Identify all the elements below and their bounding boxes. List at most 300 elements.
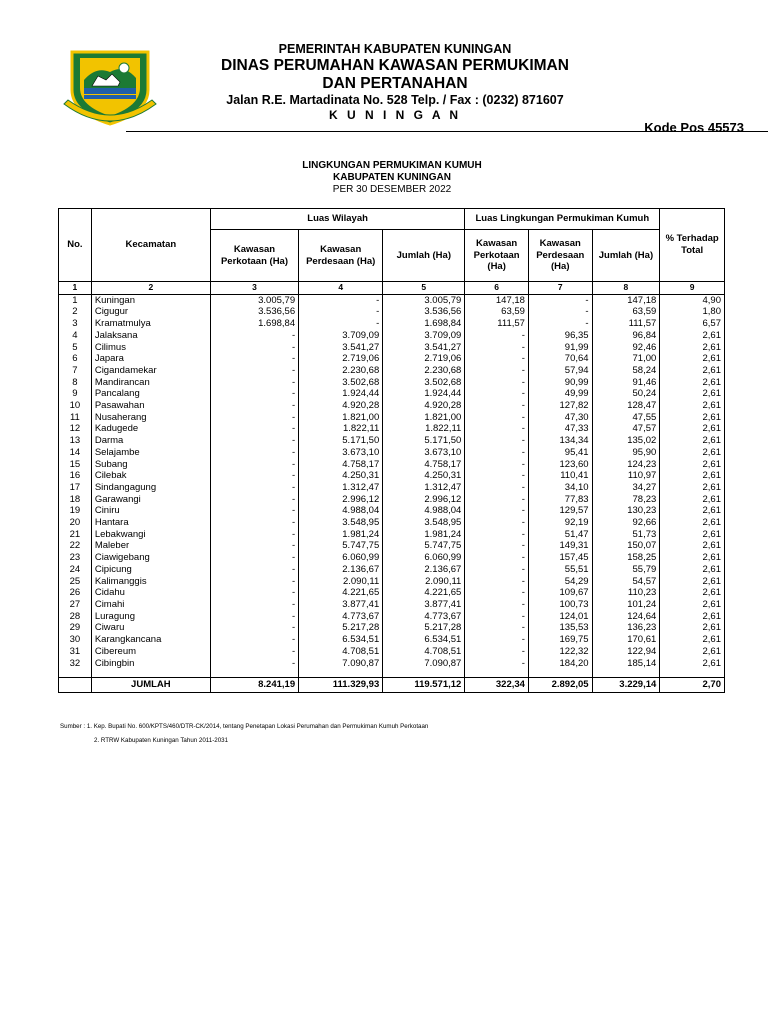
office-city: K U N I N G A N [328,108,462,122]
row-kumuh-perkotaan: - [465,529,529,541]
table-row [59,658,725,670]
row-persen: 2,61 [660,342,725,354]
row-kumuh-perkotaan: - [465,353,529,365]
row-kumuh-jumlah: 128,47 [592,400,660,412]
row-kumuh-perdesaan: 54,29 [528,576,592,588]
row-kecamatan: Ciawigebang [91,552,210,564]
row-kumuh-perdesaan: 90,99 [528,377,592,389]
header-kumuh-perdesaan: Kawasan Perdesaan (Ha) [528,230,592,282]
row-kecamatan: Mandirancan [91,377,210,389]
row-kumuh-perkotaan: 111,57 [465,318,529,330]
spacer-cell [592,669,660,678]
column-number: 7 [528,282,592,295]
header-luas-wilayah: Luas Wilayah [210,209,464,230]
row-kumuh-perdesaan: 122,32 [528,646,592,658]
row-kecamatan: Pancalang [91,388,210,400]
row-no: 1 [59,294,92,306]
row-kumuh-perkotaan: - [465,470,529,482]
row-kecamatan: Kalimanggis [91,576,210,588]
row-kawasan-perkotaan: - [210,388,298,400]
row-kecamatan: Kramatmulya [91,318,210,330]
row-no: 11 [59,412,92,424]
row-kumuh-perdesaan: 100,73 [528,599,592,611]
kumuh-data-table [58,208,725,693]
row-kecamatan: Lebakwangi [91,529,210,541]
row-kumuh-perdesaan: 77,83 [528,494,592,506]
row-no: 19 [59,505,92,517]
row-kawasan-perkotaan: - [210,564,298,576]
row-no: 9 [59,388,92,400]
row-kumuh-perdesaan: 184,20 [528,658,592,670]
table-row [59,564,725,576]
row-no: 22 [59,540,92,552]
total-no-cell [59,678,92,693]
row-persen: 2,61 [660,622,725,634]
row-kumuh-perkotaan: - [465,494,529,506]
row-kumuh-jumlah: 92,46 [592,342,660,354]
row-kawasan-perkotaan: 1.698,84 [210,318,298,330]
column-number: 6 [465,282,529,295]
table-row [59,330,725,342]
row-kumuh-perdesaan: 57,94 [528,365,592,377]
row-kawasan-perkotaan: - [210,658,298,670]
row-kumuh-perkotaan: - [465,646,529,658]
row-persen: 2,61 [660,552,725,564]
row-kumuh-perkotaan: - [465,482,529,494]
table-row [59,423,725,435]
table-row [59,459,725,471]
row-kawasan-perkotaan: - [210,529,298,541]
row-persen: 2,61 [660,529,725,541]
row-kumuh-perdesaan: 47,33 [528,423,592,435]
row-kumuh-jumlah: 47,55 [592,412,660,424]
row-no: 10 [59,400,92,412]
row-kumuh-perkotaan: - [465,412,529,424]
row-kawasan-perdesaan: 1.312,47 [299,482,383,494]
row-persen: 1,80 [660,306,725,318]
row-jumlah: 1.924,44 [383,388,465,400]
row-kawasan-perkotaan: - [210,459,298,471]
table-row [59,365,725,377]
row-kawasan-perdesaan: 2.719,06 [299,353,383,365]
row-kumuh-jumlah: 110,23 [592,587,660,599]
row-kawasan-perkotaan: - [210,470,298,482]
row-jumlah: 4.708,51 [383,646,465,658]
row-persen: 2,61 [660,587,725,599]
row-kawasan-perkotaan: - [210,576,298,588]
row-no: 15 [59,459,92,471]
total-kumuh-perdesaan: 2.892,05 [528,678,592,693]
row-kawasan-perdesaan: 2.230,68 [299,365,383,377]
row-no: 28 [59,611,92,623]
row-persen: 2,61 [660,400,725,412]
row-kumuh-perdesaan: 47,30 [528,412,592,424]
row-no: 7 [59,365,92,377]
row-kumuh-perdesaan: 157,45 [528,552,592,564]
row-kawasan-perdesaan: 4.221,65 [299,587,383,599]
row-persen: 2,61 [660,470,725,482]
table-row [59,435,725,447]
row-kumuh-perkotaan: - [465,505,529,517]
spacer-cell [91,669,210,678]
row-kawasan-perdesaan: 2.090,11 [299,576,383,588]
row-kumuh-perkotaan: - [465,587,529,599]
row-jumlah: 6.060,99 [383,552,465,564]
row-jumlah: 2.136,67 [383,564,465,576]
table-row [59,622,725,634]
total-jumlah: 119.571,12 [383,678,465,693]
row-jumlah: 1.981,24 [383,529,465,541]
row-kawasan-perdesaan: 3.709,09 [299,330,383,342]
row-persen: 2,61 [660,447,725,459]
row-kawasan-perdesaan: 3.502,68 [299,377,383,389]
row-jumlah: 3.709,09 [383,330,465,342]
row-jumlah: 1.312,47 [383,482,465,494]
row-kawasan-perdesaan: 7.090,87 [299,658,383,670]
table-row [59,505,725,517]
row-jumlah: 4.250,31 [383,470,465,482]
row-kecamatan: Cipicung [91,564,210,576]
row-no: 27 [59,599,92,611]
row-kawasan-perdesaan: 4.988,04 [299,505,383,517]
row-kumuh-jumlah: 78,23 [592,494,660,506]
table-row [59,540,725,552]
row-persen: 2,61 [660,330,725,342]
office-address: Jalan R.E. Martadinata No. 528 Telp. / Fax : (0232) 871607 [226,93,564,107]
row-kawasan-perkotaan: - [210,494,298,506]
row-kumuh-perdesaan: 34,10 [528,482,592,494]
row-kawasan-perkotaan: - [210,377,298,389]
header-kumuh-jumlah: Jumlah (Ha) [592,230,660,282]
row-no: 17 [59,482,92,494]
row-persen: 2,61 [660,517,725,529]
row-persen: 2,61 [660,599,725,611]
row-kumuh-jumlah: 124,64 [592,611,660,623]
row-jumlah: 7.090,87 [383,658,465,670]
header-no: No. [59,209,92,282]
row-kecamatan: Selajambe [91,447,210,459]
row-kawasan-perkotaan: - [210,599,298,611]
row-kumuh-perdesaan: - [528,306,592,318]
spacer-cell [59,669,92,678]
row-kecamatan: Cigugur [91,306,210,318]
total-kawasan-perdesaan: 111.329,93 [299,678,383,693]
table-row [59,470,725,482]
row-kumuh-jumlah: 51,73 [592,529,660,541]
table-row [59,599,725,611]
row-kecamatan: Sindangagung [91,482,210,494]
document-subtitle: KABUPATEN KUNINGAN [333,172,451,183]
row-kumuh-perkotaan: 63,59 [465,306,529,318]
row-kawasan-perkotaan: - [210,552,298,564]
row-kumuh-perdesaan: 96,35 [528,330,592,342]
row-kumuh-jumlah: 47,57 [592,423,660,435]
header-kumuh-perkotaan: Kawasan Perkotaan (Ha) [465,230,529,282]
table-row [59,294,725,306]
table-row [59,634,725,646]
row-no: 8 [59,377,92,389]
table-row [59,318,725,330]
row-kumuh-perdesaan: 124,01 [528,611,592,623]
row-no: 21 [59,529,92,541]
spacer-cell [528,669,592,678]
row-kecamatan: Subang [91,459,210,471]
row-kumuh-perdesaan: 91,99 [528,342,592,354]
table-row [59,388,725,400]
row-kumuh-perkotaan: 147,18 [465,294,529,306]
row-kecamatan: Darma [91,435,210,447]
row-kumuh-jumlah: 130,23 [592,505,660,517]
row-kumuh-perkotaan: - [465,330,529,342]
table-row [59,517,725,529]
row-no: 12 [59,423,92,435]
header-persen: % Terhadap Total [660,209,725,282]
row-kawasan-perdesaan: 4.758,17 [299,459,383,471]
row-kecamatan: Luragung [91,611,210,623]
row-kecamatan: Cilebak [91,470,210,482]
row-jumlah: 4.988,04 [383,505,465,517]
row-no: 24 [59,564,92,576]
row-kawasan-perdesaan: 5.747,75 [299,540,383,552]
row-kumuh-perdesaan: 109,67 [528,587,592,599]
row-kawasan-perdesaan: 4.773,67 [299,611,383,623]
row-persen: 4,90 [660,294,725,306]
row-kumuh-perkotaan: - [465,540,529,552]
row-kumuh-jumlah: 91,46 [592,377,660,389]
row-kumuh-jumlah: 63,59 [592,306,660,318]
row-kumuh-jumlah: 150,07 [592,540,660,552]
row-kecamatan: Kuningan [91,294,210,306]
row-kumuh-jumlah: 111,57 [592,318,660,330]
row-no: 30 [59,634,92,646]
total-persen: 2,70 [660,678,725,693]
row-kumuh-perdesaan: 95,41 [528,447,592,459]
row-kumuh-perkotaan: - [465,611,529,623]
total-kawasan-perkotaan: 8.241,19 [210,678,298,693]
row-kawasan-perkotaan: 3.536,56 [210,306,298,318]
row-kecamatan: Cilimus [91,342,210,354]
row-kecamatan: Cimahi [91,599,210,611]
row-kecamatan: Ciniru [91,505,210,517]
row-kawasan-perdesaan: 4.708,51 [299,646,383,658]
row-kumuh-perdesaan: 92,19 [528,517,592,529]
table-row [59,353,725,365]
column-number: 5 [383,282,465,295]
row-kumuh-perdesaan: 129,57 [528,505,592,517]
row-kumuh-perdesaan: 169,75 [528,634,592,646]
spacer-cell [465,669,529,678]
header-kecamatan: Kecamatan [91,209,210,282]
row-jumlah: 4.773,67 [383,611,465,623]
row-kumuh-jumlah: 96,84 [592,330,660,342]
row-no: 2 [59,306,92,318]
table-row [59,494,725,506]
row-no: 5 [59,342,92,354]
row-kumuh-perkotaan: - [465,377,529,389]
column-number: 3 [210,282,298,295]
spacer-row [59,669,725,678]
table-row [59,529,725,541]
row-kumuh-jumlah: 124,23 [592,459,660,471]
row-kumuh-perkotaan: - [465,576,529,588]
document-date: PER 30 DESEMBER 2022 [332,184,452,195]
row-kumuh-perdesaan: - [528,318,592,330]
table-row [59,377,725,389]
column-number-row [59,282,725,295]
row-kecamatan: Cibereum [91,646,210,658]
row-kumuh-jumlah: 55,79 [592,564,660,576]
row-kumuh-jumlah: 136,23 [592,622,660,634]
table-row [59,576,725,588]
row-kumuh-perdesaan: 110,41 [528,470,592,482]
government-name: PEMERINTAH KABUPATEN KUNINGAN [278,42,512,56]
table-row [59,412,725,424]
document-title: LINGKUNGAN PERMUKIMAN KUMUH [302,160,482,171]
row-kawasan-perkotaan: - [210,435,298,447]
column-number: 8 [592,282,660,295]
row-kawasan-perkotaan: - [210,342,298,354]
table-row [59,552,725,564]
row-jumlah: 2.719,06 [383,353,465,365]
column-number: 4 [299,282,383,295]
row-kawasan-perdesaan: 1.821,00 [299,412,383,424]
row-kumuh-perdesaan: 70,64 [528,353,592,365]
row-no: 18 [59,494,92,506]
row-kawasan-perdesaan: 3.548,95 [299,517,383,529]
row-kumuh-perkotaan: - [465,400,529,412]
column-number: 1 [59,282,92,295]
row-kecamatan: Karangkancana [91,634,210,646]
row-kumuh-perkotaan: - [465,552,529,564]
row-no: 26 [59,587,92,599]
row-no: 29 [59,622,92,634]
spacer-cell [299,669,383,678]
row-persen: 2,61 [660,564,725,576]
row-kumuh-perdesaan: 49,99 [528,388,592,400]
row-persen: 2,61 [660,353,725,365]
row-kawasan-perkotaan: - [210,447,298,459]
row-kumuh-perkotaan: - [465,658,529,670]
column-number: 9 [660,282,725,295]
row-no: 13 [59,435,92,447]
row-kawasan-perdesaan: 3.673,10 [299,447,383,459]
row-kecamatan: Garawangi [91,494,210,506]
row-persen: 2,61 [660,388,725,400]
row-kumuh-jumlah: 110,97 [592,470,660,482]
row-jumlah: 2.230,68 [383,365,465,377]
row-kumuh-jumlah: 95,90 [592,447,660,459]
header-kawasan-perkotaan: Kawasan Perkotaan (Ha) [210,230,298,282]
row-jumlah: 3.548,95 [383,517,465,529]
row-kecamatan: Ciwaru [91,622,210,634]
row-jumlah: 3.877,41 [383,599,465,611]
header-luas-kumuh: Luas Lingkungan Permukiman Kumuh [465,209,660,230]
row-jumlah: 5.171,50 [383,435,465,447]
total-row [59,678,725,693]
row-no: 32 [59,658,92,670]
row-kawasan-perdesaan: 3.541,27 [299,342,383,354]
total-label: JUMLAH [91,678,210,693]
row-kumuh-perdesaan: - [528,294,592,306]
row-kawasan-perdesaan: - [299,294,383,306]
row-kumuh-jumlah: 54,57 [592,576,660,588]
spacer-cell [383,669,465,678]
row-kumuh-perdesaan: 51,47 [528,529,592,541]
row-kumuh-jumlah: 135,02 [592,435,660,447]
row-kumuh-perkotaan: - [465,459,529,471]
row-kumuh-jumlah: 58,24 [592,365,660,377]
row-kumuh-jumlah: 92,66 [592,517,660,529]
row-persen: 2,61 [660,435,725,447]
row-jumlah: 6.534,51 [383,634,465,646]
row-kumuh-perkotaan: - [465,634,529,646]
row-kecamatan: Pasawahan [91,400,210,412]
row-kawasan-perkotaan: - [210,646,298,658]
row-kawasan-perkotaan: - [210,400,298,412]
row-persen: 2,61 [660,646,725,658]
row-kawasan-perdesaan: 5.171,50 [299,435,383,447]
table-row [59,482,725,494]
postal-code: Kode Pos 45573 [644,120,744,135]
row-kawasan-perdesaan: 1.981,24 [299,529,383,541]
department-name-line1: DINAS PERUMAHAN KAWASAN PERMUKIMAN [221,57,569,74]
row-kumuh-perdesaan: 135,53 [528,622,592,634]
row-kumuh-jumlah: 170,61 [592,634,660,646]
total-kumuh-jumlah: 3.229,14 [592,678,660,693]
row-kawasan-perdesaan: 2.996,12 [299,494,383,506]
row-kecamatan: Nusaherang [91,412,210,424]
source-note-1: Sumber : 1. Kep. Bupati No. 600/KPTS/460/DTR-CK/2014, tentang Penetapan Lokasi Perumahan dan Permukiman Kumuh Perkotaan [60,723,429,730]
table-row [59,611,725,623]
header-jumlah: Jumlah (Ha) [383,230,465,282]
row-kumuh-perdesaan: 123,60 [528,459,592,471]
table-row [59,306,725,318]
row-persen: 2,61 [660,611,725,623]
row-kumuh-perkotaan: - [465,423,529,435]
spacer-cell [660,669,725,678]
row-kawasan-perdesaan: 1.924,44 [299,388,383,400]
row-kawasan-perkotaan: - [210,365,298,377]
row-kumuh-perdesaan: 149,31 [528,540,592,552]
row-no: 25 [59,576,92,588]
row-kumuh-jumlah: 101,24 [592,599,660,611]
row-persen: 2,61 [660,634,725,646]
row-no: 20 [59,517,92,529]
row-persen: 2,61 [660,482,725,494]
row-kumuh-jumlah: 158,25 [592,552,660,564]
row-kumuh-perkotaan: - [465,342,529,354]
row-kecamatan: Maleber [91,540,210,552]
row-kumuh-jumlah: 147,18 [592,294,660,306]
row-kumuh-perdesaan: 127,82 [528,400,592,412]
row-persen: 2,61 [660,423,725,435]
row-kecamatan: Jalaksana [91,330,210,342]
row-jumlah: 1.698,84 [383,318,465,330]
row-kawasan-perkotaan: - [210,330,298,342]
row-jumlah: 3.673,10 [383,447,465,459]
row-persen: 2,61 [660,494,725,506]
row-kawasan-perkotaan: 3.005,79 [210,294,298,306]
spacer-cell [210,669,298,678]
row-jumlah: 3.536,56 [383,306,465,318]
row-no: 4 [59,330,92,342]
row-kawasan-perdesaan: - [299,306,383,318]
row-jumlah: 3.005,79 [383,294,465,306]
row-kumuh-jumlah: 34,27 [592,482,660,494]
department-name-line2: DAN PERTANAHAN [322,75,468,92]
row-jumlah: 5.217,28 [383,622,465,634]
row-kecamatan: Hantara [91,517,210,529]
